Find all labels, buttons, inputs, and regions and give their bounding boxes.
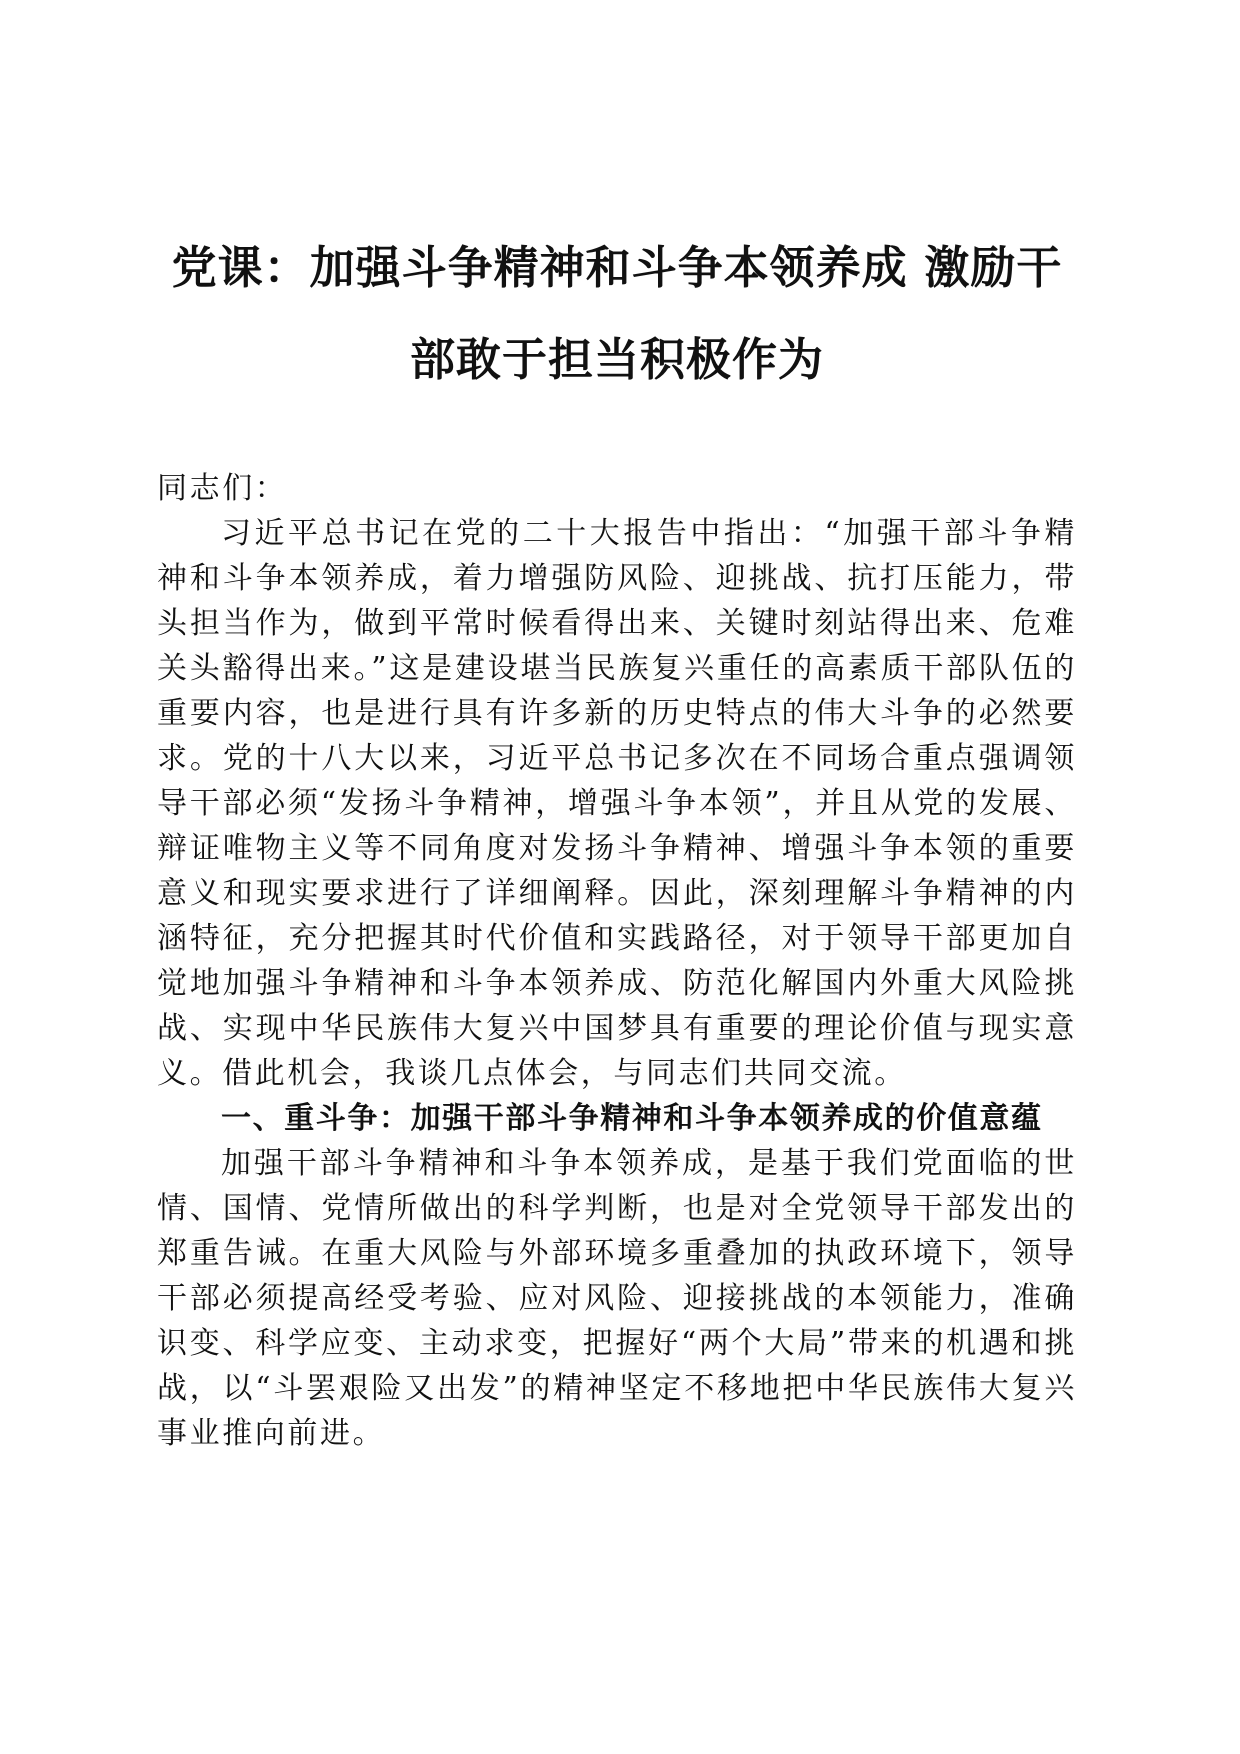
title-line-1: 党课：加强斗争精神和斗争本领养成 激励干	[171, 241, 1063, 294]
salutation: 同志们：	[157, 471, 288, 506]
paragraph-intro: 习近平总书记在党的二十大报告中指出：“加强干部斗争精神和斗争本领养成，着力增强防风险、迎挑战、抗打压能力，带头担当作为，做到平常时候看得出来、关键时刻站得出来、危难关头豁得出来。”这是建设堪当民族复兴重任的高素质干部队伍的重要内容，也是进行具有许多新的历史特点的伟大斗争的必然要求。党的十八大以来，习近平总书记多次在不同场合重点强调领导干部必须“发扬斗争精神，增强斗争本领”，并且从党的发展、辩证唯物主义等不同角度对发扬斗争精神、增强斗争本领的重要意义和现实要求进行了详细阐释。因此，深刻理解斗争精神的内涵特征，充分把握其时代价值和实践路径，对于领导干部更加自觉地加强斗争精神和斗争本领养成、防范化解国内外重大风险挑战、实现中华民族伟大复兴中国梦具有重要的理论价值与现实意义。借此机会，我谈几点体会，与同志们共同交流。	[157, 516, 1077, 1091]
document-title	[147, 222, 1087, 406]
document-body	[157, 466, 1077, 1456]
paragraph-section-1: 加强干部斗争精神和斗争本领养成，是基于我们党面临的世情、国情、党情所做出的科学判断，也是对全党领导干部发出的郑重告诫。在重大风险与外部环境多重叠加的执政环境下，领导干部必须提高经受考验、应对风险、迎接挑战的本领能力，准确识变、科学应变、主动求变，把握好“两个大局”带来的机遇和挑战，以“斗罢艰险又出发”的精神坚定不移地把中华民族伟大复兴事业推向前进。	[157, 1146, 1077, 1451]
document-page	[157, 0, 1077, 1754]
title-line-2: 部敢于担当积极作为	[409, 333, 824, 386]
section-heading-1: 一、重斗争：加强干部斗争精神和斗争本领养成的价值意蕴	[221, 1101, 1043, 1136]
